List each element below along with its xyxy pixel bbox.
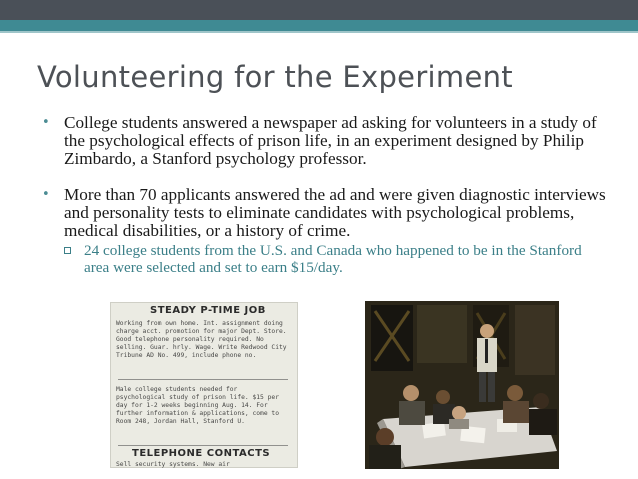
bullet-marker-icon: •: [42, 115, 50, 130]
ad-text-main: Male college students needed for psychological study of prison life. $15 per day for 1-2 weeks beginning Aug. 14. For further information & applications, come to Room 248, Jordan Hall, Stanford U.: [116, 386, 280, 426]
newspaper-ad-image: [110, 302, 298, 468]
experiment-room-photo: [365, 301, 559, 469]
sub-bullet-text: 24 college students from the U.S. and Canada who happened to be in the Stanford area were selected and set to earn $15/day.: [84, 242, 582, 276]
ad-text-bottom: Sell security systems. New air: [116, 461, 230, 468]
bullet-item: [40, 186, 610, 240]
header-band-line: [0, 31, 638, 33]
bullet-marker-icon: •: [42, 187, 50, 202]
header-band-teal: [0, 20, 638, 31]
ad-heading-top: STEADY P-TIME JOB: [150, 305, 266, 316]
ad-divider: [118, 445, 288, 446]
header-band-dark: [0, 0, 638, 20]
square-bullet-icon: [64, 247, 71, 254]
bullet-text: More than 70 applicants answered the ad and were given diagnostic interviews and personality tests to eliminate candidates with psychological problems, medical disabilities, or a history of crime.: [64, 185, 606, 240]
bullet-item: [40, 114, 610, 168]
ad-heading-bottom: TELEPHONE CONTACTS: [132, 448, 271, 459]
ad-text-top: Working from own home. Int. assignment doing charge acct. promotion for major Dept. Store. Good telephone personality required. No selling. Guar. hrly. Wage. Write Redwood City Tribune AD No. 499, include phone no.: [116, 320, 287, 360]
slide-title: Volunteering for the Experiment: [37, 60, 513, 94]
sub-bullet-item: [62, 242, 610, 276]
bullet-text: College students answered a newspaper ad asking for volunteers in a study of the psychological effects of prison life, in an experiment designed by Philip Zimbardo, a Stanford psychology professor.: [64, 113, 597, 168]
bullet-list: [40, 114, 610, 276]
photo-scene: [365, 301, 559, 469]
ad-divider: [118, 379, 288, 380]
